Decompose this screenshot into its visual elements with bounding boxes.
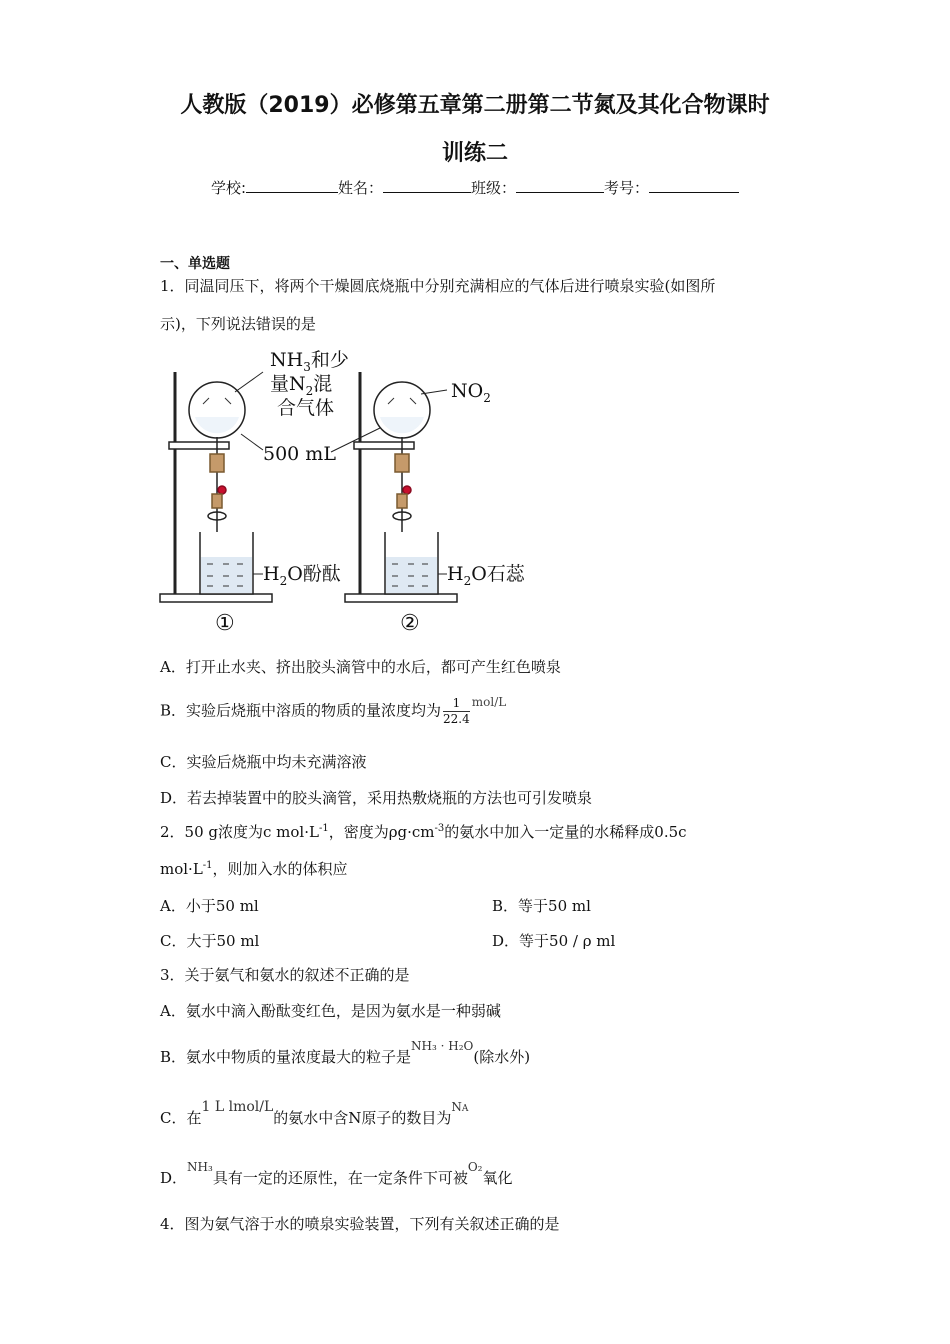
fountain-apparatus-figure — [155, 342, 535, 637]
q3-option-d-formula: NH₃ — [187, 1160, 213, 1174]
q3-option-d-o2: O₂ — [467, 1160, 483, 1174]
title-line-2: 训练二 — [441, 141, 508, 166]
q3-option-c-formula: 1 L lmol/L — [201, 1099, 274, 1115]
leader-volume1 — [241, 434, 263, 450]
q3-option-c-na: NA — [451, 1100, 469, 1114]
gas1-line3: 合气体 — [277, 397, 335, 419]
q3-option-b-formula: NH₃ · H₂O — [411, 1039, 474, 1053]
q1-option-a[interactable]: A．打开止水夹、挤出胶头滴管中的水后，都可产生红色喷泉 — [160, 658, 561, 676]
q1-option-b-fraction: $\frac{1}{22.4}$ — [443, 696, 470, 726]
class-blank[interactable] — [516, 178, 604, 193]
q1-option-b[interactable] — [160, 696, 506, 727]
school-blank[interactable] — [246, 178, 338, 193]
leader-gas2 — [421, 390, 447, 394]
q2-option-c[interactable]: C．大于50 ml — [160, 932, 260, 950]
section-heading: 一、单选题 — [160, 256, 230, 272]
q3-option-d[interactable]: D．$^{NH_3}$具有一定的还原性，在一定条件下可被$^{O_2}$氧化 — [160, 1160, 513, 1187]
volume-label: 500 mL — [263, 443, 336, 465]
q2-stem-line1: 2．50 g浓度为c $mol\cdot L^{-1}$，密度为$\rho g\cdot cm^{-3}$的氨水中加入一定量的水稀释成0.5c — [160, 823, 687, 841]
q3-option-c[interactable]: C．在1 L lmol/L的氨水中含N原子的数目为$^{NA}$ — [160, 1099, 469, 1127]
number-label: 考号： — [604, 179, 650, 197]
school-label: 学校: — [210, 179, 246, 197]
gas1-line1: $NH_3$和少 — [270, 349, 349, 374]
q2-option-a[interactable]: A．小于50 ml — [160, 897, 259, 915]
q1-stem-line1: 1．同温同压下，将两个干燥圆底烧瓶中分别充满相应的气体后进行喷泉实验(如图所 — [160, 277, 716, 295]
gas1-line2: 量$N_2$混 — [270, 373, 333, 398]
figure-label-2: ② — [400, 611, 420, 636]
leader-gas1 — [235, 372, 263, 392]
q3-option-a[interactable]: A．氨水中滴入酚酞变红色，是因为氨水是一种弱碱 — [160, 1002, 501, 1020]
q1-option-b-unit: mol/L — [471, 694, 507, 709]
name-blank[interactable] — [383, 178, 471, 193]
q4-stem: 4．图为氨气溶于水的喷泉实验装置，下列有关叙述正确的是 — [160, 1215, 560, 1233]
q2-stem-line2: $mol\cdot L^{-1}$，则加入水的体积应 — [160, 860, 348, 878]
apparatus-1 — [160, 372, 272, 602]
q2-option-b[interactable]: B．等于50 ml — [492, 897, 591, 915]
q2-option-d[interactable]: D．等于50 / ρ ml — [492, 932, 616, 950]
student-info-row — [0, 177, 950, 198]
class-label: 班级： — [471, 179, 517, 197]
title-line-1: 人教版（2019）必修第五章第二册第二节氮及其化合物课时 — [180, 93, 770, 118]
q1-option-c[interactable]: C．实验后烧瓶中均未充满溶液 — [160, 753, 367, 771]
liquid2-label: $H_2O$石蕊 — [447, 563, 525, 588]
number-blank[interactable] — [649, 178, 739, 193]
liquid1-label: $H_2O$酚酞 — [263, 563, 341, 588]
figure-label-1: ① — [215, 611, 235, 636]
name-label: 姓名： — [338, 179, 384, 197]
gas2-label: $NO_2$ — [451, 380, 491, 405]
q1-option-d[interactable]: D．若去掉装置中的胶头滴管，采用热敷烧瓶的方法也可引发喷泉 — [160, 789, 593, 807]
apparatus-2 — [345, 372, 457, 602]
q3-option-b[interactable]: B．氨水中物质的量浓度最大的粒子是$^{NH_3 \cdot H_2O}$(除水外) — [160, 1039, 531, 1066]
q1-stem-line2: 示)，下列说法错误的是 — [160, 315, 316, 333]
q1-option-b-text: B．实验后烧瓶中溶质的物质的量浓度均为 — [160, 701, 442, 720]
q3-stem: 3．关于氨气和氨水的叙述不正确的是 — [160, 966, 410, 984]
